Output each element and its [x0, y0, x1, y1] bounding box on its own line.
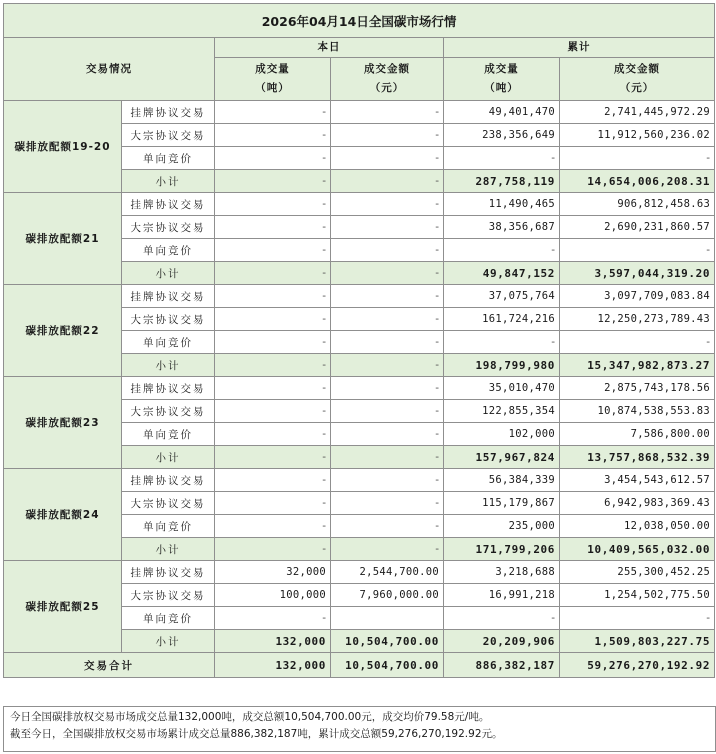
volume-unit: （吨）	[484, 82, 519, 94]
cumulative-header: 累计	[444, 38, 715, 58]
today-amount-cell: -	[331, 423, 444, 446]
cumulative-volume-cell: -	[444, 239, 560, 262]
cumulative-volume-cell: 35,010,470	[444, 377, 560, 400]
cumulative-amount-cell: 2,875,743,178.56	[560, 377, 715, 400]
today-volume-cell: -	[215, 308, 331, 331]
today-amount-cell: -	[331, 147, 444, 170]
cumulative-amount-cell: 11,912,560,236.02	[560, 124, 715, 147]
table-row	[4, 469, 715, 492]
volume-label: 成交量	[484, 63, 519, 75]
table-row	[4, 101, 715, 124]
trade-type-label: 单向竞价	[122, 515, 215, 538]
amount-label: 成交金额	[364, 63, 410, 75]
today-amount-cell: -	[331, 193, 444, 216]
summary-note	[3, 706, 716, 752]
table-row	[4, 285, 715, 308]
today-volume-header	[215, 58, 331, 101]
cumulative-volume-cell: -	[444, 331, 560, 354]
subtotal-today-amount-cell: -	[331, 446, 444, 469]
subtotal-cumulative-amount-cell: 10,409,565,032.00	[560, 538, 715, 561]
allowance-group-label: 碳排放配额22	[4, 285, 122, 377]
allowance-group-label: 碳排放配额19-20	[4, 101, 122, 193]
cumulative-amount-cell: 12,038,050.00	[560, 515, 715, 538]
trade-type-label: 大宗协议交易	[122, 308, 215, 331]
subtotal-cumulative-amount-cell: 13,757,868,532.39	[560, 446, 715, 469]
cumulative-volume-cell: 16,991,218	[444, 584, 560, 607]
cumulative-amount-cell: -	[560, 331, 715, 354]
cumulative-volume-cell: 161,724,216	[444, 308, 560, 331]
today-volume-cell: -	[215, 285, 331, 308]
allowance-group-label: 碳排放配额25	[4, 561, 122, 653]
trade-info-header: 交易情况	[4, 38, 215, 101]
trade-type-label: 挂牌协议交易	[122, 469, 215, 492]
subtotal-label: 小计	[122, 170, 215, 193]
today-amount-cell: -	[331, 515, 444, 538]
today-amount-cell: 7,960,000.00	[331, 584, 444, 607]
subtotal-cumulative-volume-cell: 198,799,980	[444, 354, 560, 377]
subtotal-today-amount-cell: -	[331, 170, 444, 193]
table-row	[4, 377, 715, 400]
subtotal-cumulative-volume-cell: 20,209,906	[444, 630, 560, 653]
trade-type-label: 大宗协议交易	[122, 400, 215, 423]
subtotal-cumulative-volume-cell: 171,799,206	[444, 538, 560, 561]
subtotal-today-volume-cell: -	[215, 354, 331, 377]
volume-unit: （吨）	[255, 82, 290, 94]
amount-unit: （元）	[619, 82, 655, 94]
table-body	[4, 4, 715, 678]
today-amount-cell: -	[331, 492, 444, 515]
cumulative-amount-cell: 2,741,445,972.29	[560, 101, 715, 124]
today-volume-cell: -	[215, 492, 331, 515]
today-volume-cell: -	[215, 147, 331, 170]
total-today-volume-cell: 132,000	[215, 653, 331, 678]
today-volume-cell: -	[215, 239, 331, 262]
table-row	[4, 561, 715, 584]
cumulative-amount-cell: -	[560, 607, 715, 630]
subtotal-today-volume-cell: -	[215, 170, 331, 193]
cumulative-amount-cell: 3,454,543,612.57	[560, 469, 715, 492]
cumulative-amount-cell: 12,250,273,789.43	[560, 308, 715, 331]
trade-type-label: 大宗协议交易	[122, 216, 215, 239]
trade-type-label: 挂牌协议交易	[122, 377, 215, 400]
today-amount-cell: -	[331, 308, 444, 331]
cumulative-volume-cell: 38,356,687	[444, 216, 560, 239]
today-amount-header	[331, 58, 444, 101]
subtotal-label: 小计	[122, 354, 215, 377]
cumulative-amount-cell: 1,254,502,775.50	[560, 584, 715, 607]
carbon-market-table	[3, 3, 715, 678]
subtotal-today-amount-cell: -	[331, 538, 444, 561]
cumulative-volume-cell: 238,356,649	[444, 124, 560, 147]
cumulative-amount-cell: 3,097,709,083.84	[560, 285, 715, 308]
note-cumulative: 截至今日，全国碳排放权交易市场累计成交总量886,382,187吨，累计成交总额59,276,270,192.92元。	[10, 728, 503, 740]
note-today: 今日全国碳排放权交易市场成交总量132,000吨，成交总额10,504,700.00元，成交均价79.58元/吨。	[10, 711, 490, 723]
subtotal-label: 小计	[122, 262, 215, 285]
cumulative-volume-cell: 37,075,764	[444, 285, 560, 308]
today-amount-cell: -	[331, 331, 444, 354]
cumulative-volume-cell: 122,855,354	[444, 400, 560, 423]
grand-total-label: 交易合计	[4, 653, 215, 678]
trade-type-label: 挂牌协议交易	[122, 193, 215, 216]
allowance-group-label: 碳排放配额21	[4, 193, 122, 285]
today-volume-cell: -	[215, 469, 331, 492]
cumulative-volume-cell: -	[444, 607, 560, 630]
trade-type-label: 挂牌协议交易	[122, 561, 215, 584]
subtotal-cumulative-volume-cell: 49,847,152	[444, 262, 560, 285]
title-row	[4, 4, 715, 38]
cumulative-volume-cell: 11,490,465	[444, 193, 560, 216]
today-volume-cell: -	[215, 193, 331, 216]
today-amount-cell: -	[331, 469, 444, 492]
allowance-group-label: 碳排放配额24	[4, 469, 122, 561]
total-cumulative-volume-cell: 886,382,187	[444, 653, 560, 678]
cumulative-volume-cell: 115,179,867	[444, 492, 560, 515]
subtotal-cumulative-volume-cell: 157,967,824	[444, 446, 560, 469]
today-volume-cell: 100,000	[215, 584, 331, 607]
today-amount-cell: -	[331, 101, 444, 124]
total-today-amount-cell: 10,504,700.00	[331, 653, 444, 678]
today-amount-cell: -	[331, 216, 444, 239]
cumulative-amount-header	[560, 58, 715, 101]
subtotal-today-volume-cell: -	[215, 262, 331, 285]
trade-type-label: 大宗协议交易	[122, 584, 215, 607]
cumulative-volume-cell: -	[444, 147, 560, 170]
cumulative-amount-cell: 7,586,800.00	[560, 423, 715, 446]
trade-type-label: 单向竞价	[122, 607, 215, 630]
today-header: 本日	[215, 38, 444, 58]
today-amount-cell: 2,544,700.00	[331, 561, 444, 584]
subtotal-label: 小计	[122, 538, 215, 561]
subtotal-label: 小计	[122, 630, 215, 653]
today-volume-cell: -	[215, 216, 331, 239]
subtotal-today-amount-cell: -	[331, 262, 444, 285]
trade-type-label: 单向竞价	[122, 239, 215, 262]
subtotal-cumulative-volume-cell: 287,758,119	[444, 170, 560, 193]
subtotal-label: 小计	[122, 446, 215, 469]
cumulative-volume-cell: 49,401,470	[444, 101, 560, 124]
amount-label: 成交金额	[614, 63, 661, 75]
header-row-1	[4, 38, 715, 58]
cumulative-amount-cell: 2,690,231,860.57	[560, 216, 715, 239]
today-volume-cell: -	[215, 515, 331, 538]
cumulative-volume-cell: 235,000	[444, 515, 560, 538]
cumulative-amount-cell: 906,812,458.63	[560, 193, 715, 216]
today-volume-cell: -	[215, 400, 331, 423]
table-row	[4, 193, 715, 216]
today-volume-cell: -	[215, 124, 331, 147]
trade-type-label: 单向竞价	[122, 423, 215, 446]
today-volume-cell: -	[215, 377, 331, 400]
subtotal-today-volume-cell: 132,000	[215, 630, 331, 653]
today-amount-cell: -	[331, 239, 444, 262]
today-volume-cell: -	[215, 331, 331, 354]
grand-total-row	[4, 653, 715, 678]
today-volume-cell: -	[215, 607, 331, 630]
subtotal-cumulative-amount-cell: 3,597,044,319.20	[560, 262, 715, 285]
today-volume-cell: -	[215, 423, 331, 446]
cumulative-amount-cell: 6,942,983,369.43	[560, 492, 715, 515]
cumulative-amount-cell: 10,874,538,553.83	[560, 400, 715, 423]
subtotal-cumulative-amount-cell: 15,347,982,873.27	[560, 354, 715, 377]
subtotal-today-volume-cell: -	[215, 446, 331, 469]
trade-type-label: 挂牌协议交易	[122, 285, 215, 308]
trade-type-label: 大宗协议交易	[122, 124, 215, 147]
today-amount-cell: -	[331, 124, 444, 147]
cumulative-amount-cell: -	[560, 147, 715, 170]
cumulative-amount-cell: -	[560, 239, 715, 262]
today-amount-cell	[331, 607, 444, 630]
today-volume-cell: 32,000	[215, 561, 331, 584]
subtotal-today-volume-cell: -	[215, 538, 331, 561]
trade-type-label: 单向竞价	[122, 331, 215, 354]
cumulative-volume-header	[444, 58, 560, 101]
cumulative-volume-cell: 56,384,339	[444, 469, 560, 492]
total-cumulative-amount-cell: 59,276,270,192.92	[560, 653, 715, 678]
trade-type-label: 挂牌协议交易	[122, 101, 215, 124]
cumulative-volume-cell: 3,218,688	[444, 561, 560, 584]
subtotal-today-amount-cell: 10,504,700.00	[331, 630, 444, 653]
trade-type-label: 单向竞价	[122, 147, 215, 170]
subtotal-today-amount-cell: -	[331, 354, 444, 377]
today-amount-cell: -	[331, 377, 444, 400]
cumulative-volume-cell: 102,000	[444, 423, 560, 446]
volume-label: 成交量	[255, 63, 290, 75]
today-volume-cell: -	[215, 101, 331, 124]
page-title: 2026年04月14日全国碳市场行情	[4, 4, 715, 38]
amount-unit: （元）	[369, 82, 405, 94]
allowance-group-label: 碳排放配额23	[4, 377, 122, 469]
today-amount-cell: -	[331, 400, 444, 423]
subtotal-cumulative-amount-cell: 1,509,803,227.75	[560, 630, 715, 653]
trade-type-label: 大宗协议交易	[122, 492, 215, 515]
subtotal-cumulative-amount-cell: 14,654,006,208.31	[560, 170, 715, 193]
cumulative-amount-cell: 255,300,452.25	[560, 561, 715, 584]
market-report-sheet	[3, 3, 714, 678]
today-amount-cell: -	[331, 285, 444, 308]
